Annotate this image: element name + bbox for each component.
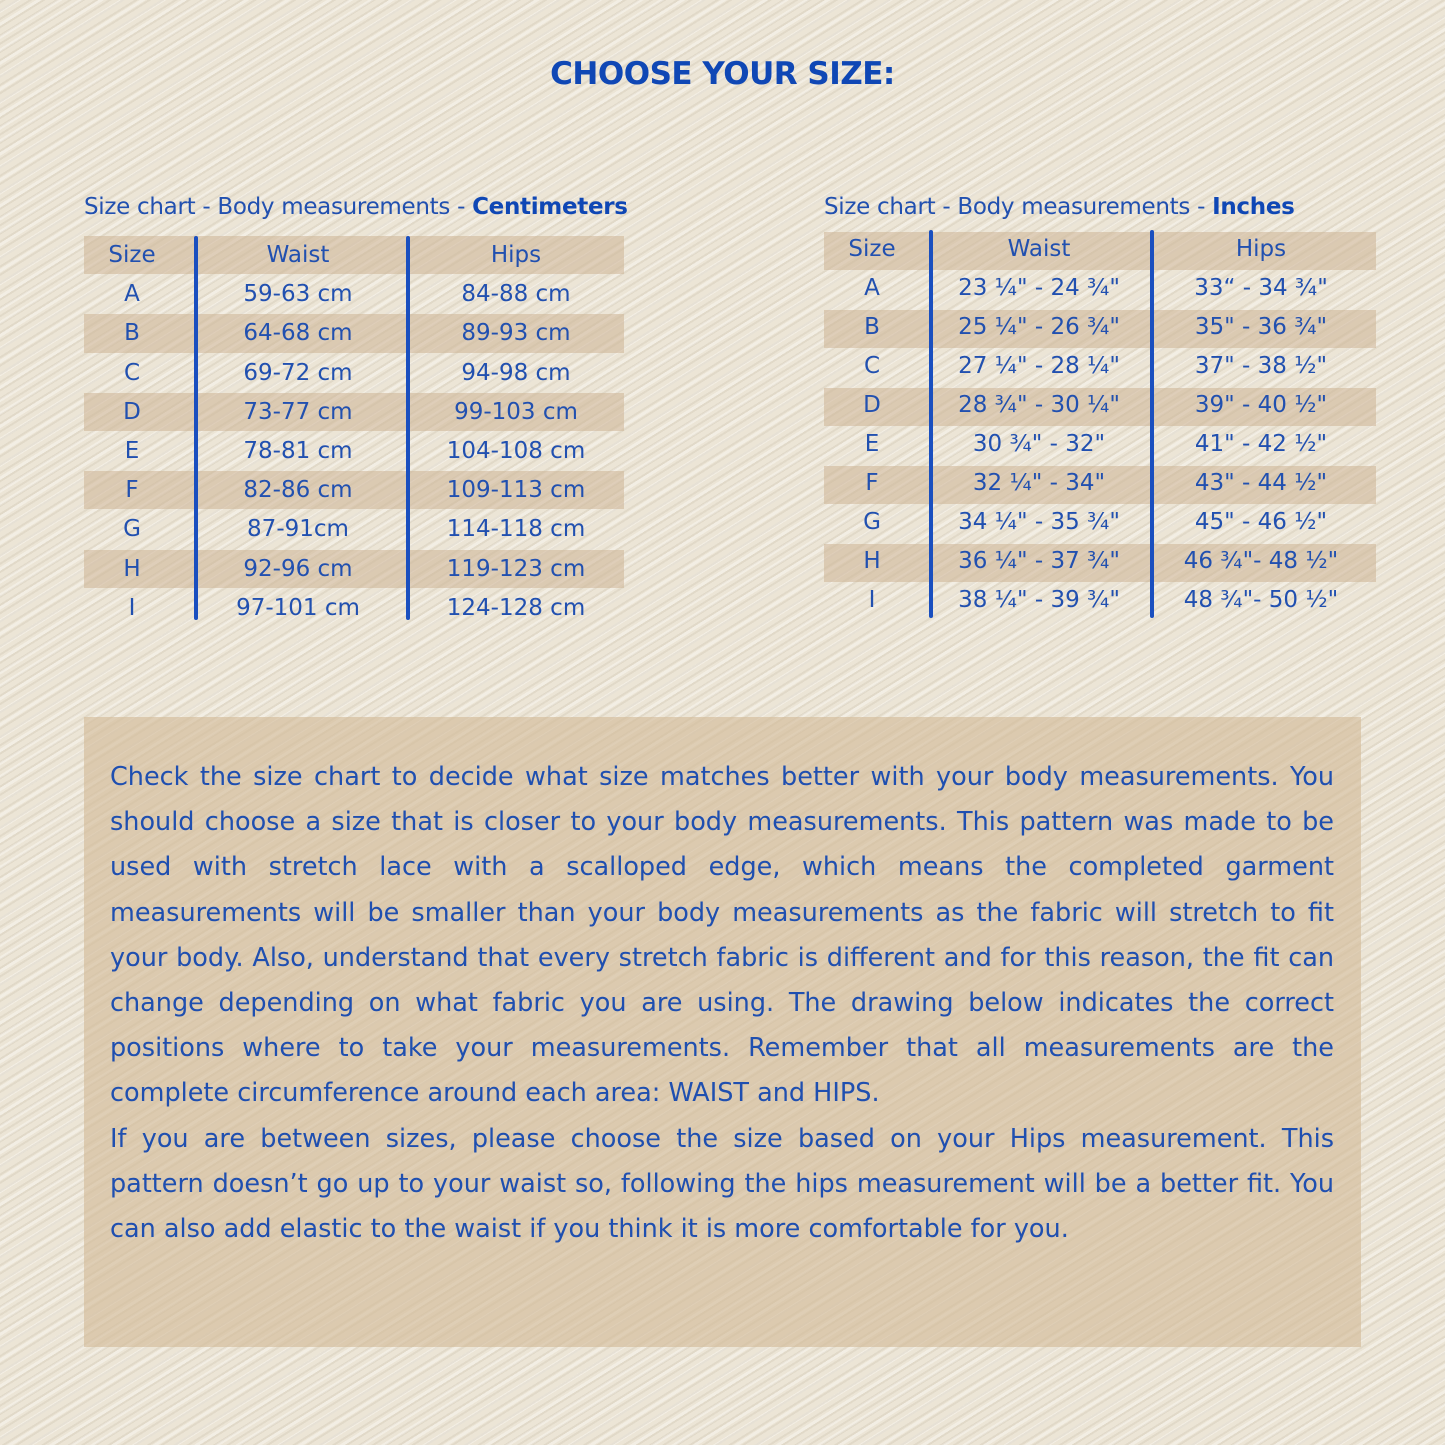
hips-cell: 35" - 36 ¾": [1194, 314, 1328, 340]
column-divider: [1150, 230, 1154, 618]
hips-cell: 45" - 46 ½": [1194, 509, 1328, 535]
instructions-paragraph-2: If you are between sizes, please choose the size based on your Hips measurement. This pattern doesn’t go up to your waist so, following the hips measurement will be a better fit. You can also add elastic to the waist if you think it is more comfortable for you.: [110, 1123, 1334, 1245]
hips-cell: 33“ - 34 ¾": [1194, 275, 1328, 301]
waist-cell: 82-86 cm: [243, 477, 353, 504]
hips-cell: 99-103 cm: [454, 398, 578, 425]
waist-cell: 36 ¼" - 37 ¾": [958, 548, 1120, 574]
waist-cell: 92-96 cm: [243, 555, 353, 582]
size-cell: I: [868, 587, 876, 613]
size-cell: F: [865, 470, 879, 496]
waist-cell: 25 ¼" - 26 ¾": [958, 314, 1120, 340]
size-cell: A: [864, 275, 880, 301]
column-header: Size: [108, 242, 156, 268]
size-cell: C: [863, 353, 881, 379]
hips-cell: 109-113 cm: [446, 477, 586, 504]
waist-cell: 32 ¼" - 34": [972, 470, 1106, 496]
size-cell: I: [128, 594, 136, 621]
column-divider: [406, 236, 410, 620]
hips-cell: 39" - 40 ½": [1194, 392, 1328, 418]
cm-caption-prefix: Size chart - Body measurements -: [84, 194, 473, 220]
column-divider: [194, 236, 198, 620]
hips-cell: 94-98 cm: [461, 359, 571, 386]
waist-cell: 27 ¼" - 28 ¼": [958, 353, 1120, 379]
waist-cell: 28 ¾" - 30 ¼": [958, 392, 1120, 418]
hips-cell: 104-108 cm: [446, 438, 586, 464]
in-caption-prefix: Size chart - Body measurements -: [824, 194, 1213, 220]
size-cell: B: [124, 320, 140, 347]
size-cell: B: [864, 314, 880, 340]
waist-cell: 73-77 cm: [243, 398, 353, 425]
column-header: Size: [848, 236, 896, 262]
waist-cell: 64-68 cm: [243, 320, 353, 347]
size-cell: H: [123, 555, 141, 582]
hips-cell: 46 ¾"- 48 ½": [1183, 548, 1339, 574]
waist-cell: 59-63 cm: [243, 281, 353, 308]
cm-chart-caption: [84, 194, 628, 220]
size-cell: H: [863, 548, 881, 574]
size-cell: G: [863, 509, 881, 535]
column-header: Waist: [1007, 236, 1071, 262]
waist-cell: 87-91cm: [247, 516, 349, 543]
waist-cell: 69-72 cm: [243, 359, 353, 386]
waist-cell: 34 ¼" - 35 ¾": [958, 509, 1120, 535]
hips-cell: 89-93 cm: [461, 320, 571, 347]
hips-cell: 43" - 44 ½": [1194, 470, 1328, 496]
in-caption-unit: Inches: [1212, 194, 1295, 220]
hips-cell: 119-123 cm: [446, 555, 586, 582]
waist-cell: 97-101 cm: [236, 594, 360, 621]
size-cell: C: [123, 359, 141, 386]
cm-caption-unit: Centimeters: [472, 194, 628, 220]
waist-cell: 30 ¾" - 32": [972, 431, 1106, 457]
hips-cell: 41" - 42 ½": [1194, 431, 1328, 457]
size-cell: E: [864, 431, 880, 457]
waist-cell: 38 ¼" - 39 ¾": [958, 587, 1120, 613]
column-header: Hips: [1235, 236, 1287, 262]
column-header: Waist: [266, 242, 330, 268]
page-title: CHOOSE YOUR SIZE:: [550, 56, 895, 92]
hips-cell: 124-128 cm: [446, 594, 586, 621]
hips-cell: 37" - 38 ½": [1194, 353, 1328, 379]
instructions-text: [110, 755, 1334, 1252]
column-header: Hips: [490, 242, 542, 268]
size-cell: D: [863, 392, 881, 418]
size-cell: F: [125, 477, 139, 504]
waist-cell: 78-81 cm: [243, 438, 353, 464]
column-divider: [929, 230, 933, 618]
size-cell: A: [124, 281, 140, 308]
in-chart-caption: [824, 194, 1295, 220]
waist-cell: 23 ¼" - 24 ¾": [958, 275, 1120, 301]
size-cell: D: [123, 398, 141, 425]
size-cell: G: [123, 516, 141, 543]
hips-cell: 84-88 cm: [461, 281, 571, 308]
hips-cell: 114-118 cm: [446, 516, 586, 543]
instructions-paragraph-1: Check the size chart to decide what size matches better with your body measurements. You should choose a size that is closer to your body measurements. This pattern was made to be used with stretch lace with a scalloped edge, which means the completed garment measurements will be smaller than your body measurements as the fabric will stretch to fit your body. Also, understand that every stretch fabric is different and for this reason, the fit can change depending on what fabric you are using. The drawing below indicates the correct positions where to take your measurements. Remember that all measurements are the complete circumference around each area: WAIST and HIPS.: [110, 762, 1334, 1109]
size-cell: E: [124, 438, 140, 464]
hips-cell: 48 ¾"- 50 ½": [1183, 587, 1339, 613]
